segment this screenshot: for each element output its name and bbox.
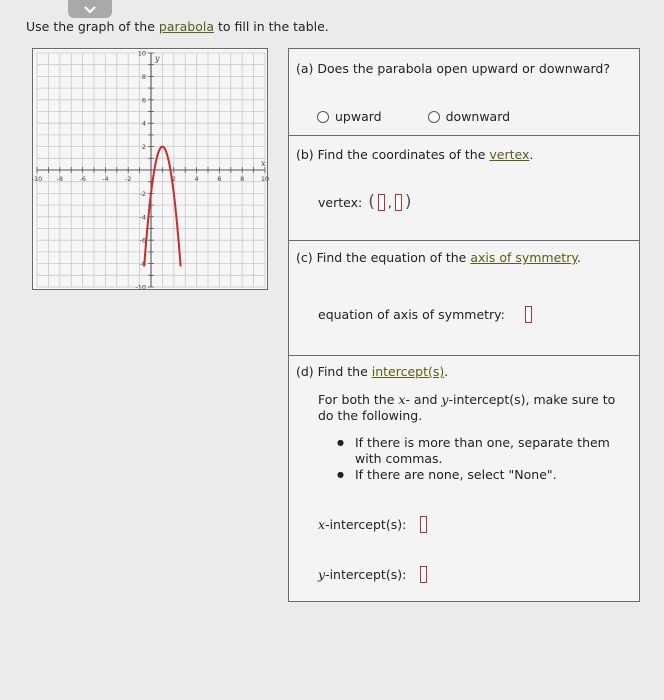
part-d-question: [296, 364, 448, 379]
part-b-prefix: (b) Find the coordinates of the: [296, 147, 490, 162]
y-tick-label: -4: [139, 213, 146, 222]
part-a-section: [289, 49, 639, 136]
x-tick-label: -8: [56, 175, 64, 183]
y-tick-label: 2: [141, 143, 146, 152]
downward-radio[interactable]: [428, 111, 440, 123]
direction-options: [317, 109, 510, 124]
x-intercept-label: [318, 517, 406, 532]
part-b-question: [296, 147, 533, 162]
upward-label: upward: [335, 109, 382, 124]
part-d-section: [289, 356, 639, 601]
close-paren: ): [404, 192, 412, 212]
option-downward[interactable]: [428, 109, 510, 124]
x-tick-label: 6: [217, 175, 222, 183]
part-d-instructions: [318, 392, 628, 424]
part-d-prefix: (d) Find the: [296, 364, 372, 379]
y-variable: y: [441, 392, 449, 407]
part-c-section: [289, 241, 639, 356]
part-b-suffix: .: [529, 147, 534, 162]
open-paren: (: [368, 192, 375, 212]
part-c-prefix: (c) Find the equation of the: [296, 250, 471, 265]
instruction-bullets: [327, 435, 627, 483]
option-upward[interactable]: [317, 109, 382, 124]
vertex-label: vertex:: [318, 194, 363, 210]
upward-radio[interactable]: [317, 111, 329, 123]
y-tick-label: 4: [141, 119, 146, 128]
y-intercept-input[interactable]: [420, 566, 427, 583]
x-intercept-input[interactable]: [420, 516, 427, 533]
x-tick-label: 4: [194, 175, 199, 183]
vertex-link[interactable]: vertex: [489, 147, 530, 162]
instruction-text: [26, 19, 329, 34]
part-c-question: [296, 250, 581, 265]
y-tick-label: 10: [137, 49, 146, 58]
intro-2: - and: [405, 392, 442, 407]
x-tick-label: -2: [124, 175, 132, 183]
axis-of-symmetry-link[interactable]: axis of symmetry: [470, 250, 577, 265]
y-tick-label: 6: [141, 96, 146, 105]
part-c-suffix: .: [576, 250, 581, 265]
axis-input[interactable]: [525, 306, 532, 323]
x-tick-label: 2: [171, 175, 176, 183]
intercepts-link[interactable]: intercept(s): [371, 364, 445, 379]
x-variable: x: [398, 392, 406, 407]
instruction-suffix: to fill in the table.: [214, 19, 329, 34]
y-intercept-row: [318, 566, 427, 583]
x-intercept-row: [318, 516, 427, 533]
comma: ,: [387, 194, 392, 210]
x-intercept-var: x: [318, 517, 326, 532]
x-tick-label: 8: [240, 175, 245, 183]
y-intercept-label: [318, 567, 406, 582]
part-a-question: (a) Does the parabola open upward or downward?: [296, 61, 611, 76]
part-b-section: [289, 136, 639, 241]
bullet-item: ● If there is more than one, separate them with commas.: [327, 435, 627, 467]
x-axis-label: x: [261, 159, 266, 168]
y-intercept-text: -intercept(s):: [325, 567, 407, 582]
vertex-answer-row: [318, 192, 411, 212]
vertex-y-input[interactable]: [395, 194, 402, 211]
x-intercept-text: -intercept(s):: [325, 517, 407, 532]
y-intercept-var: y: [318, 567, 326, 582]
axis-label: equation of axis of symmetry:: [318, 307, 505, 322]
y-tick-label: -6: [139, 236, 146, 245]
bullet-item: ● If there are none, select "None".: [327, 467, 627, 483]
chevron-down-icon: [83, 5, 97, 14]
x-tick-label: -10: [31, 175, 43, 183]
y-tick-label: -2: [139, 189, 146, 198]
x-tick-label: -6: [79, 175, 86, 183]
answer-table: [288, 48, 640, 602]
y-axis-label: y: [155, 54, 160, 63]
graph-canvas: [33, 49, 269, 291]
x-tick-label: -4: [102, 175, 109, 183]
intro-3: -intercept(s), make sure to do the following.: [318, 392, 616, 423]
collapse-tab[interactable]: [68, 0, 112, 18]
y-tick-label: -10: [135, 283, 146, 292]
downward-label: downward: [445, 109, 511, 124]
intro-1: For both the: [318, 392, 399, 407]
parabola-link[interactable]: parabola: [158, 19, 214, 34]
part-d-suffix: .: [444, 364, 449, 379]
x-tick-label: 10: [260, 175, 270, 183]
instruction-prefix: Use the graph of the: [26, 19, 159, 34]
y-tick-label: 8: [141, 72, 146, 81]
y-tick-label: -8: [139, 260, 146, 269]
axis-answer-row: [318, 306, 532, 323]
vertex-x-input[interactable]: [378, 194, 385, 211]
parabola-graph: [32, 48, 268, 290]
